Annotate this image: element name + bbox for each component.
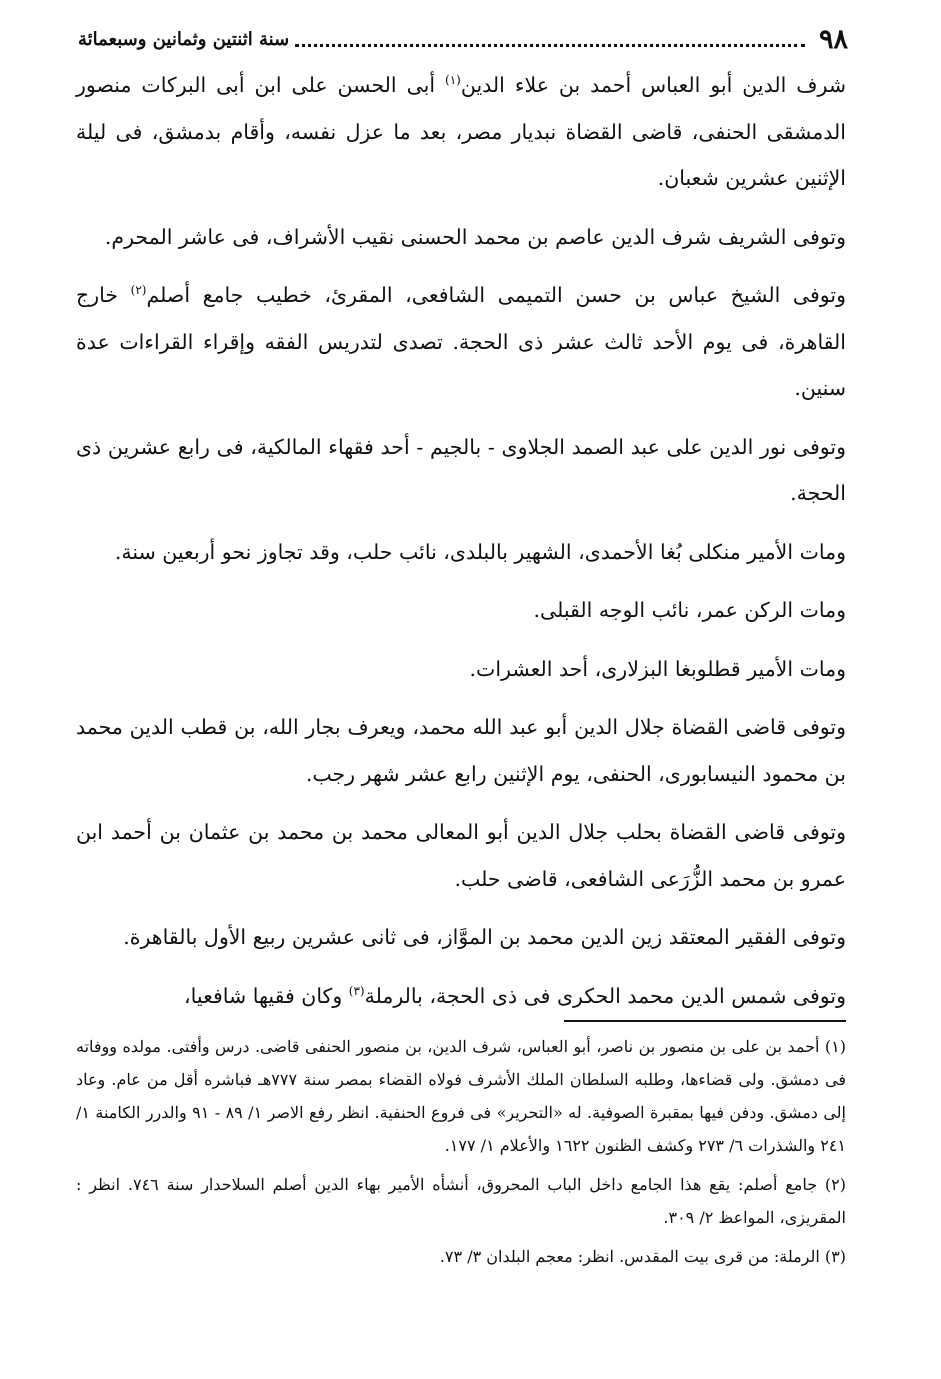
paragraph: وتوفى قاضى القضاة جلال الدين أبو عبد الله محمد، ويعرف بجار الله، بن قطب الدين محمد بن محمود النيسابورى، الحنفى، يوم الإثنين رابع عشر شهر رجب. [76,715,846,786]
paragraph: ومات الأمير قطلوبغا البزلارى، أحد العشرات. [469,656,846,681]
main-text [76,62,846,1031]
paragraph: شرف الدين أبو العباس أحمد بن علاء الدين$^{(١)}$ أبى الحسن على ابن أبى البركات منصور الدمشقى الحنفى، قاضى القضاة نبديار مصر، بعد ما عزل نفسه، وأقام بدمشق، فى ليلة الإثنين عشرين شعبان. [76,73,846,190]
footnote: (٢) جامع أصلم: يقع هذا الجامع داخل الباب المحروق، أنشأه الأمير بهاء الدين أصلم السلاحدار سنة ٧٤٦. انظر : المقريزى، المواعظ ٢/ ٣٠٩. [76,1175,846,1227]
header-leader-dots [295,44,805,47]
paragraph: وتوفى الشيخ عباس بن حسن التميمى الشافعى، المقرئ، خطيب جامع أصلم$^{(٢)}$ خارج القاهرة، فى يوم الأحد ثالث عشر ذى الحجة. تصدى لتدريس الفقه وإقراء القراءات عدة سنين. [76,283,846,400]
footnote-separator [564,1020,846,1022]
footnote: (٣) الرملة: من قرى بيت المقدس. انظر: معجم البلدان ٣/ ٧٣. [439,1247,846,1266]
paragraph: وتوفى نور الدين على عبد الصمد الجلاوى - بالجيم - أحد فقهاء المالكية، فى رابع عشرين ذى الحجة. [76,434,846,505]
paragraph: ومات الأمير منكلى بُغا الأحمدى، الشهير بالبلدى، نائب حلب، وقد تجاوز نحو أربعين سنة. [114,539,846,564]
paragraph: ومات الركن عمر، نائب الوجه القبلى. [533,598,846,622]
paragraph: وتوفى قاضى القضاة بحلب جلال الدين أبو المعالى محمد بن محمد بن عثمان بن أحمد ابن عمرو بن محمد الزُّرَعى الشافعى، قاضى حلب. [76,820,846,891]
footnotes [76,1030,846,1279]
running-title: سنة اثنتين وثمانين وسبعمائة [78,28,290,50]
paragraph: وتوفى شمس الدين محمد الحكرى فى ذى الحجة، بالرملة$^{(٣)}$ وكان فقيها شافعيا، [184,983,846,1008]
footnote-ref[interactable]: (٢) [130,283,147,298]
footnote-ref[interactable]: (١) [445,73,461,88]
paragraph: وتوفى الفقير المعتقد زين الدين محمد بن الموَّاز، فى ثانى عشرين ربيع الأول بالقاهرة. [123,925,846,949]
page-number: ٩٨ [818,23,848,55]
footnote: (١) أحمد بن على بن منصور بن ناصر، أبو العباس، شرف الدين، بن منصور الحنفى قاضى. درس وأفتى. مولده ووفاته فى دمشق. ولى قضاءها، وطلبه السلطان الملك الأشرف فولاه القضاء بمصر سنة ٧٧٧هـ فباشره أقل من عام. وعاد إلى دمشق. ودفن فيها بمقبرة الصوفية. له «التحرير» فى فروع الحنفية. انظر رفع الاصر ١/ ٨٩ - ٩١ والدرر الكامنة ١/ ٢٤١ والشذرات ٦/ ٢٧٣ وكشف الظنون ١٦٢٢ والأعلام ١/ ١٧٧. [76,1037,847,1155]
page-header [78,22,848,56]
paragraph: وتوفى الشريف شرف الدين عاصم بن محمد الحسنى نقيب الأشراف، فى عاشر المحرم. [104,224,846,249]
footnote-ref[interactable]: (٣) [348,983,365,998]
